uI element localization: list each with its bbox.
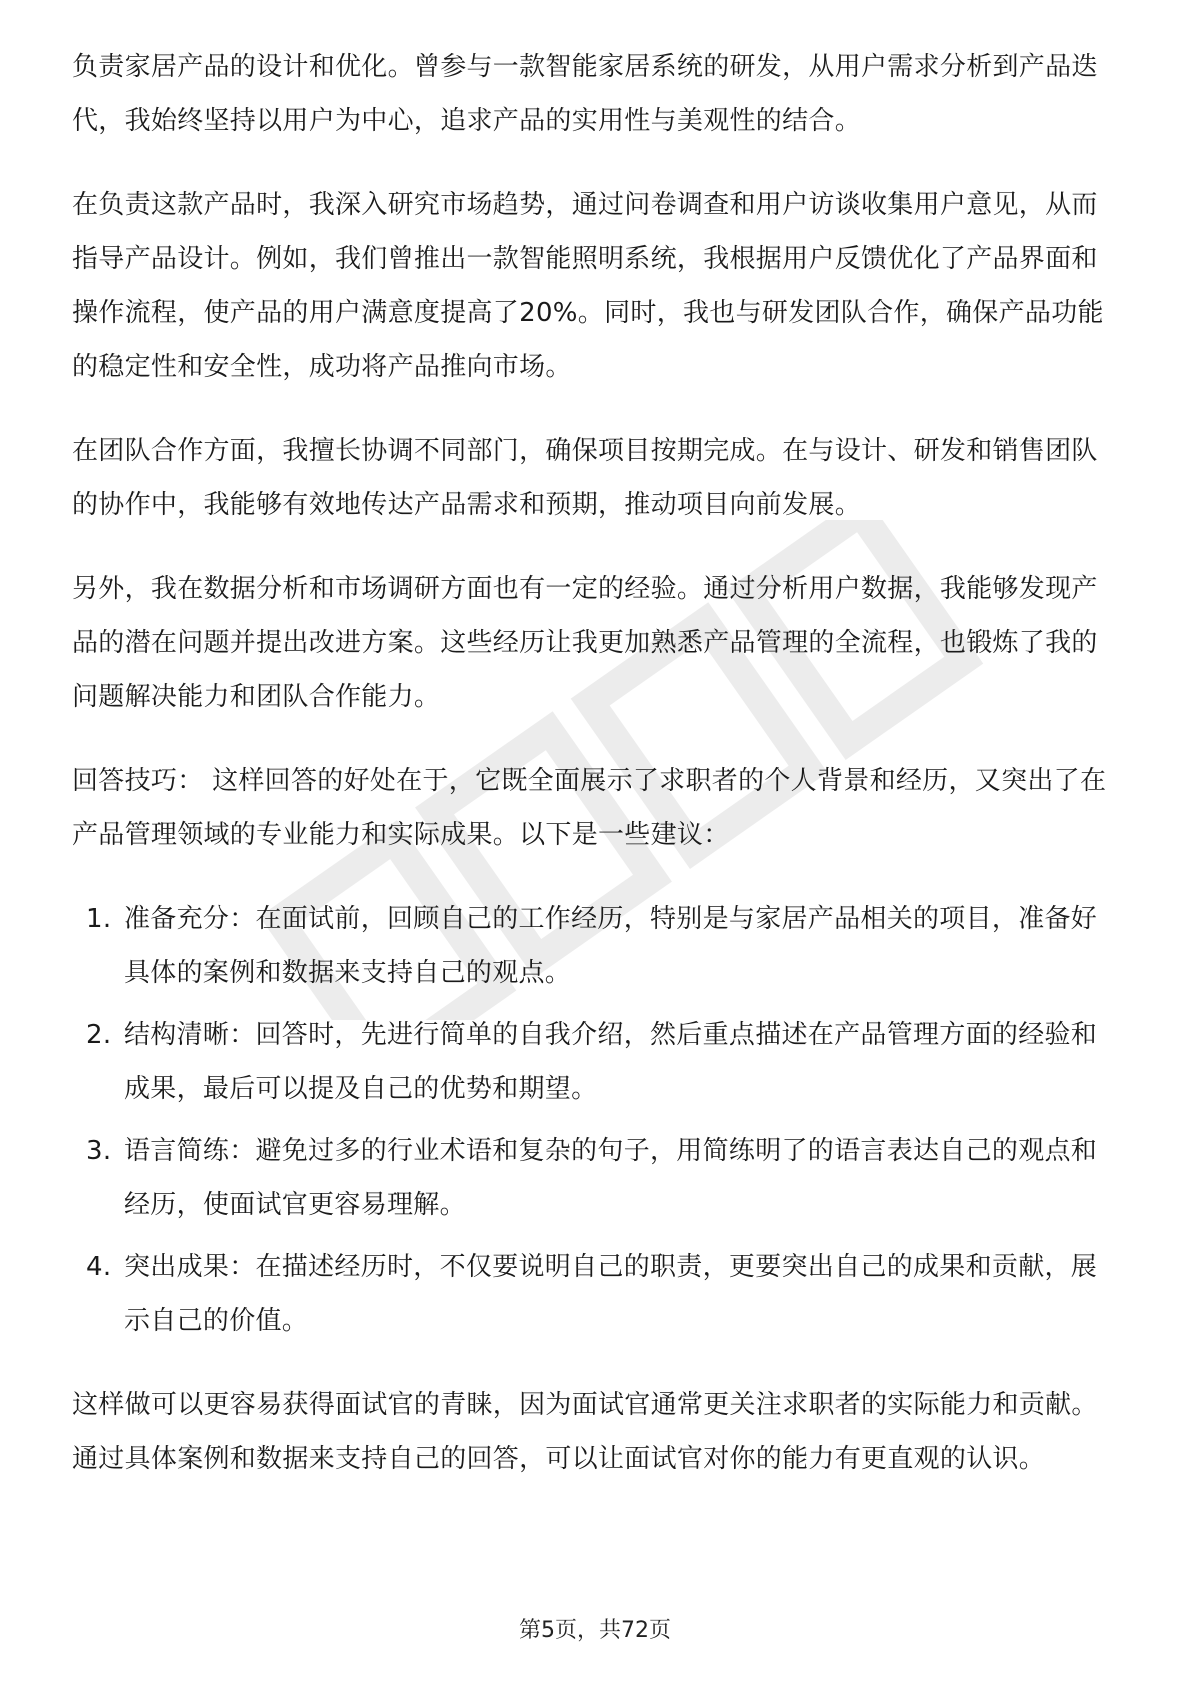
list-item [72,1124,1118,1232]
list-item-text: 准备充分：在面试前，回顾自己的工作经历，特别是与家居产品相关的项目，准备好具体的案例和数据来支持自己的观点。 [124,904,1098,988]
paragraph-experience: 负责家居产品的设计和优化。曾参与一款智能家居系统的研发，从用户需求分析到产品迭代，我始终坚持以用户为中心，追求产品的实用性与美观性的结合。 [72,52,1098,136]
tips-list [72,892,1118,1348]
paragraph-teamwork: 在团队合作方面，我擅长协调不同部门，确保项目按期完成。在与设计、研发和销售团队的协作中，我能够有效地传达产品需求和预期，推动项目向前发展。 [72,436,1098,520]
document-body [72,40,1118,1516]
paragraph-data-analysis: 另外，我在数据分析和市场调研方面也有一定的经验。通过分析用户数据，我能够发现产品的潜在问题并提出改进方案。这些经历让我更加熟悉产品管理的全流程，也锻炼了我的问题解决能力和团队合作能力。 [72,574,1098,712]
list-item-number: 2. [86,1020,112,1050]
list-item-number: 3. [86,1136,112,1166]
list-item-number: 1. [86,904,112,934]
list-item-text: 结构清晰：回答时，先进行简单的自我介绍，然后重点描述在产品管理方面的经验和成果，最后可以提及自己的优势和期望。 [124,1020,1098,1104]
list-item-text: 语言简练：避免过多的行业术语和复杂的句子，用简练明了的语言表达自己的观点和经历，使面试官更容易理解。 [124,1136,1098,1220]
paragraph-closing: 这样做可以更容易获得面试官的青睐，因为面试官通常更关注求职者的实际能力和贡献。通过具体案例和数据来支持自己的回答，可以让面试官对你的能力有更直观的认识。 [72,1390,1098,1474]
paragraph-product-work: 在负责这款产品时，我深入研究市场趋势，通过问卷调查和用户访谈收集用户意见，从而指导产品设计。例如，我们曾推出一款智能照明系统，我根据用户反馈优化了产品界面和操作流程，使产品的用户满意度提高了20%。同时，我也与研发团队合作，确保产品功能的稳定性和安全性，成功将产品推向市场。 [72,190,1104,382]
list-item-number: 4. [86,1252,112,1282]
paragraph-answer-tips: 回答技巧： 这样回答的好处在于，它既全面展示了求职者的个人背景和经历，又突出了在产品管理领域的专业能力和实际成果。以下是一些建议： [72,766,1107,850]
list-item-text: 突出成果：在描述经历时，不仅要说明自己的职责，更要突出自己的成果和贡献，展示自己的价值。 [124,1252,1098,1336]
list-item [72,892,1118,1000]
page-number: 第5页，共72页 [519,1618,671,1643]
list-item [72,1240,1118,1348]
list-item [72,1008,1118,1116]
